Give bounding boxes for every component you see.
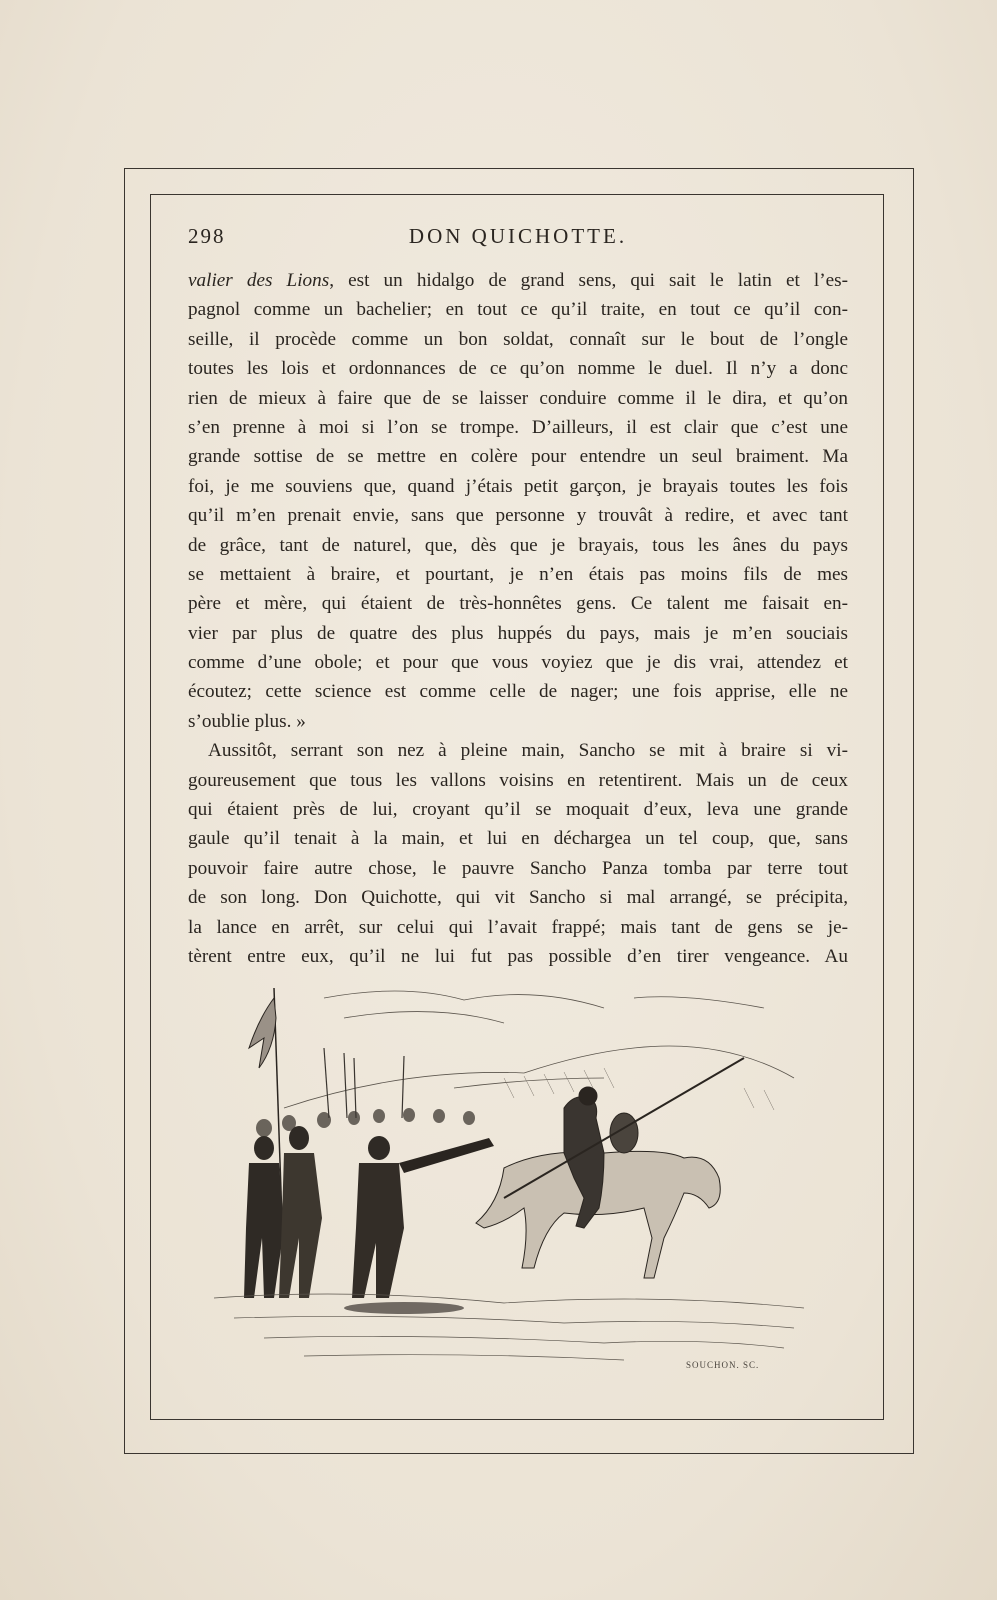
hill-hatching xyxy=(504,1068,774,1110)
villagers-group xyxy=(244,1126,494,1298)
text-line: goureusement que tous les vallons voisins en retentirent. Mais un de ceux xyxy=(188,769,848,791)
knight-on-horse xyxy=(476,1087,720,1278)
text-line: pagnol comme un bachelier; en tout ce qu’il traite, en tout ce qu’il con- xyxy=(188,299,848,321)
text-line: se mettaient à braire, et pourtant, je n’en étais pas moins fils de mes xyxy=(188,563,848,585)
text-line: grande sottise de se mettre en colère pour entendre un seul braiment. Ma xyxy=(188,446,848,468)
text-line: s’oublie plus. » xyxy=(188,710,306,732)
engraver-signature: SOUCHON. SC. xyxy=(686,1360,760,1370)
text-line: père et mère, qui étaient de très-honnêtes gens. Ce talent me faisait en- xyxy=(188,593,848,615)
text-line: écoutez; cette science est comme celle de nager; une fois apprise, elle ne xyxy=(188,681,848,703)
text-line: la lance en arrêt, sur celui qui l’avait frappé; mais tant de gens se je- xyxy=(188,916,848,938)
engraving-illustration xyxy=(204,978,808,1370)
text-line: vier par plus de quatre des plus huppés du pays, mais je m’en souciais xyxy=(188,622,848,644)
text-line: valier des Lions, est un hidalgo de grand sens, qui sait le latin et l’es- xyxy=(188,270,848,291)
background-crowd xyxy=(256,1108,475,1137)
text-line: qu’il m’en prenait envie, sans que personne y trouvât à redire, et avec tant xyxy=(188,505,848,527)
text-line: seille, il procède comme un bon soldat, connaît sur le bout de l’ongle xyxy=(188,328,848,350)
text-line: comme d’une obole; et pour que vous voyiez que je dis vrai, attendez et xyxy=(188,652,848,674)
ground-lines xyxy=(214,1294,804,1360)
paragraph-start: Aussitôt, serrant son nez à pleine main, Sancho se mit à braire si vi- xyxy=(208,740,848,762)
page-header xyxy=(188,224,848,252)
text-line: pouvoir faire autre chose, le pauvre Sancho Panza tomba par terre tout xyxy=(188,857,848,879)
body-text xyxy=(188,266,848,971)
text-line: de grâce, tant de naturel, que, dès que je brayais, tous les ânes du pays xyxy=(188,534,848,556)
italic-phrase: valier des Lions xyxy=(188,270,330,291)
text-line: foi, je me souviens que, quand j’étais petit garçon, je brayais toutes les fois xyxy=(188,475,848,497)
page-number: 298 xyxy=(188,224,226,248)
text-line: qui étaient près de lui, croyant qu’il se moquait d’eux, leva une grande xyxy=(188,799,848,821)
landscape-hills xyxy=(284,991,794,1108)
pikes xyxy=(324,1048,404,1118)
text-line: s’en prenne à moi si l’on se trompe. D’ailleurs, il est clair que c’est une xyxy=(188,416,848,438)
text-line: gaule qu’il tenait à la main, et lui en déchargea un tel coup, que, sans xyxy=(188,828,848,850)
running-title: DON QUICHOTTE. xyxy=(408,224,628,248)
text-line: rien de mieux à faire que de se laisser conduire comme il le dira, et qu’on xyxy=(188,387,848,409)
text-line: tèrent entre eux, qu’il ne lui fut pas possible d’en tirer vengeance. Au xyxy=(188,945,848,967)
text-line: de son long. Don Quichotte, qui vit Sancho si mal arrangé, se précipita, xyxy=(188,887,848,909)
text-line: toutes les lois et ordonnances de ce qu’on nomme le duel. Il n’y a donc xyxy=(188,358,848,380)
ground-shadow xyxy=(344,1302,464,1314)
